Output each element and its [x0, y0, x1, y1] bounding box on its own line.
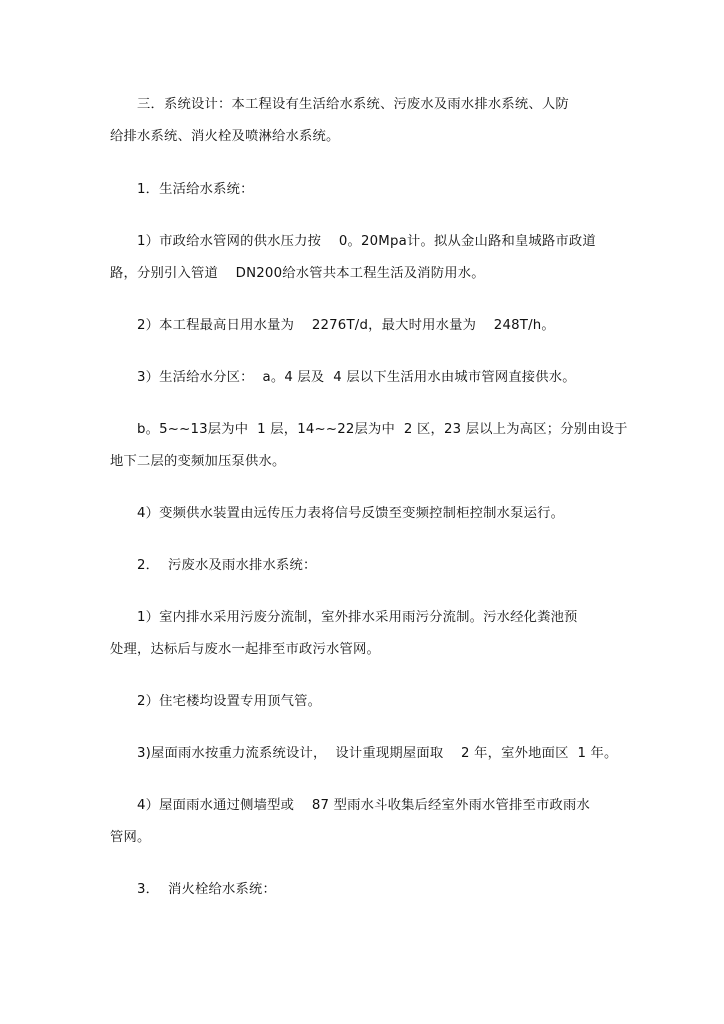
paragraph-line: b。5~~13层为中 1 层，14~~22层为中 2 区，23 层以上为高区；分别由设于: [137, 422, 628, 437]
paragraph-line: 1）市政给水管网的供水压力按 0。20Mpa计。拟从金山路和皇城路市政道: [137, 234, 596, 249]
section-heading: 1．生活给水系统：: [137, 182, 254, 197]
paragraph-line: 2）住宅楼均设置专用顶气管。: [137, 694, 322, 709]
paragraph-line: 3）生活给水分区： a。4 层及 4 层以下生活用水由城市管网直接供水。: [137, 370, 576, 385]
paragraph-line: 三．系统设计：本工程设有生活给水系统、污废水及雨水排水系统、人防: [137, 97, 569, 112]
paragraph-line: 处理，达标后与废水一起排至市政污水管网。: [110, 642, 380, 657]
paragraph-line: 3)屋面雨水按重力流系统设计， 设计重现期屋面取 2 年，室外地面区 1 年。: [137, 746, 618, 761]
paragraph-line: 1）室内排水采用污废分流制，室外排水采用雨污分流制。污水经化粪池预: [137, 610, 578, 625]
section-heading: 3． 消火栓给水系统：: [137, 882, 276, 897]
paragraph-line: 给排水系统、消火栓及喷淋给水系统。: [110, 129, 340, 144]
paragraph-line: 管网。: [110, 830, 151, 845]
paragraph-line: 路，分别引入管道 DN200给水管共本工程生活及消防用水。: [110, 266, 485, 281]
paragraph-line: 地下二层的变频加压泵供水。: [110, 454, 286, 469]
paragraph-line: 2）本工程最高日用水量为 2276T/d，最大时用水量为 248T/h。: [137, 318, 555, 333]
paragraph-line: 4）屋面雨水通过侧墙型或 87 型雨水斗收集后经室外雨水管排至市政雨水: [137, 798, 591, 813]
paragraph-line: 4）变频供水装置由远传压力表将信号反馈至变频控制柜控制水泵运行。: [137, 506, 565, 521]
section-heading: 2． 污废水及雨水排水系统：: [137, 558, 317, 573]
